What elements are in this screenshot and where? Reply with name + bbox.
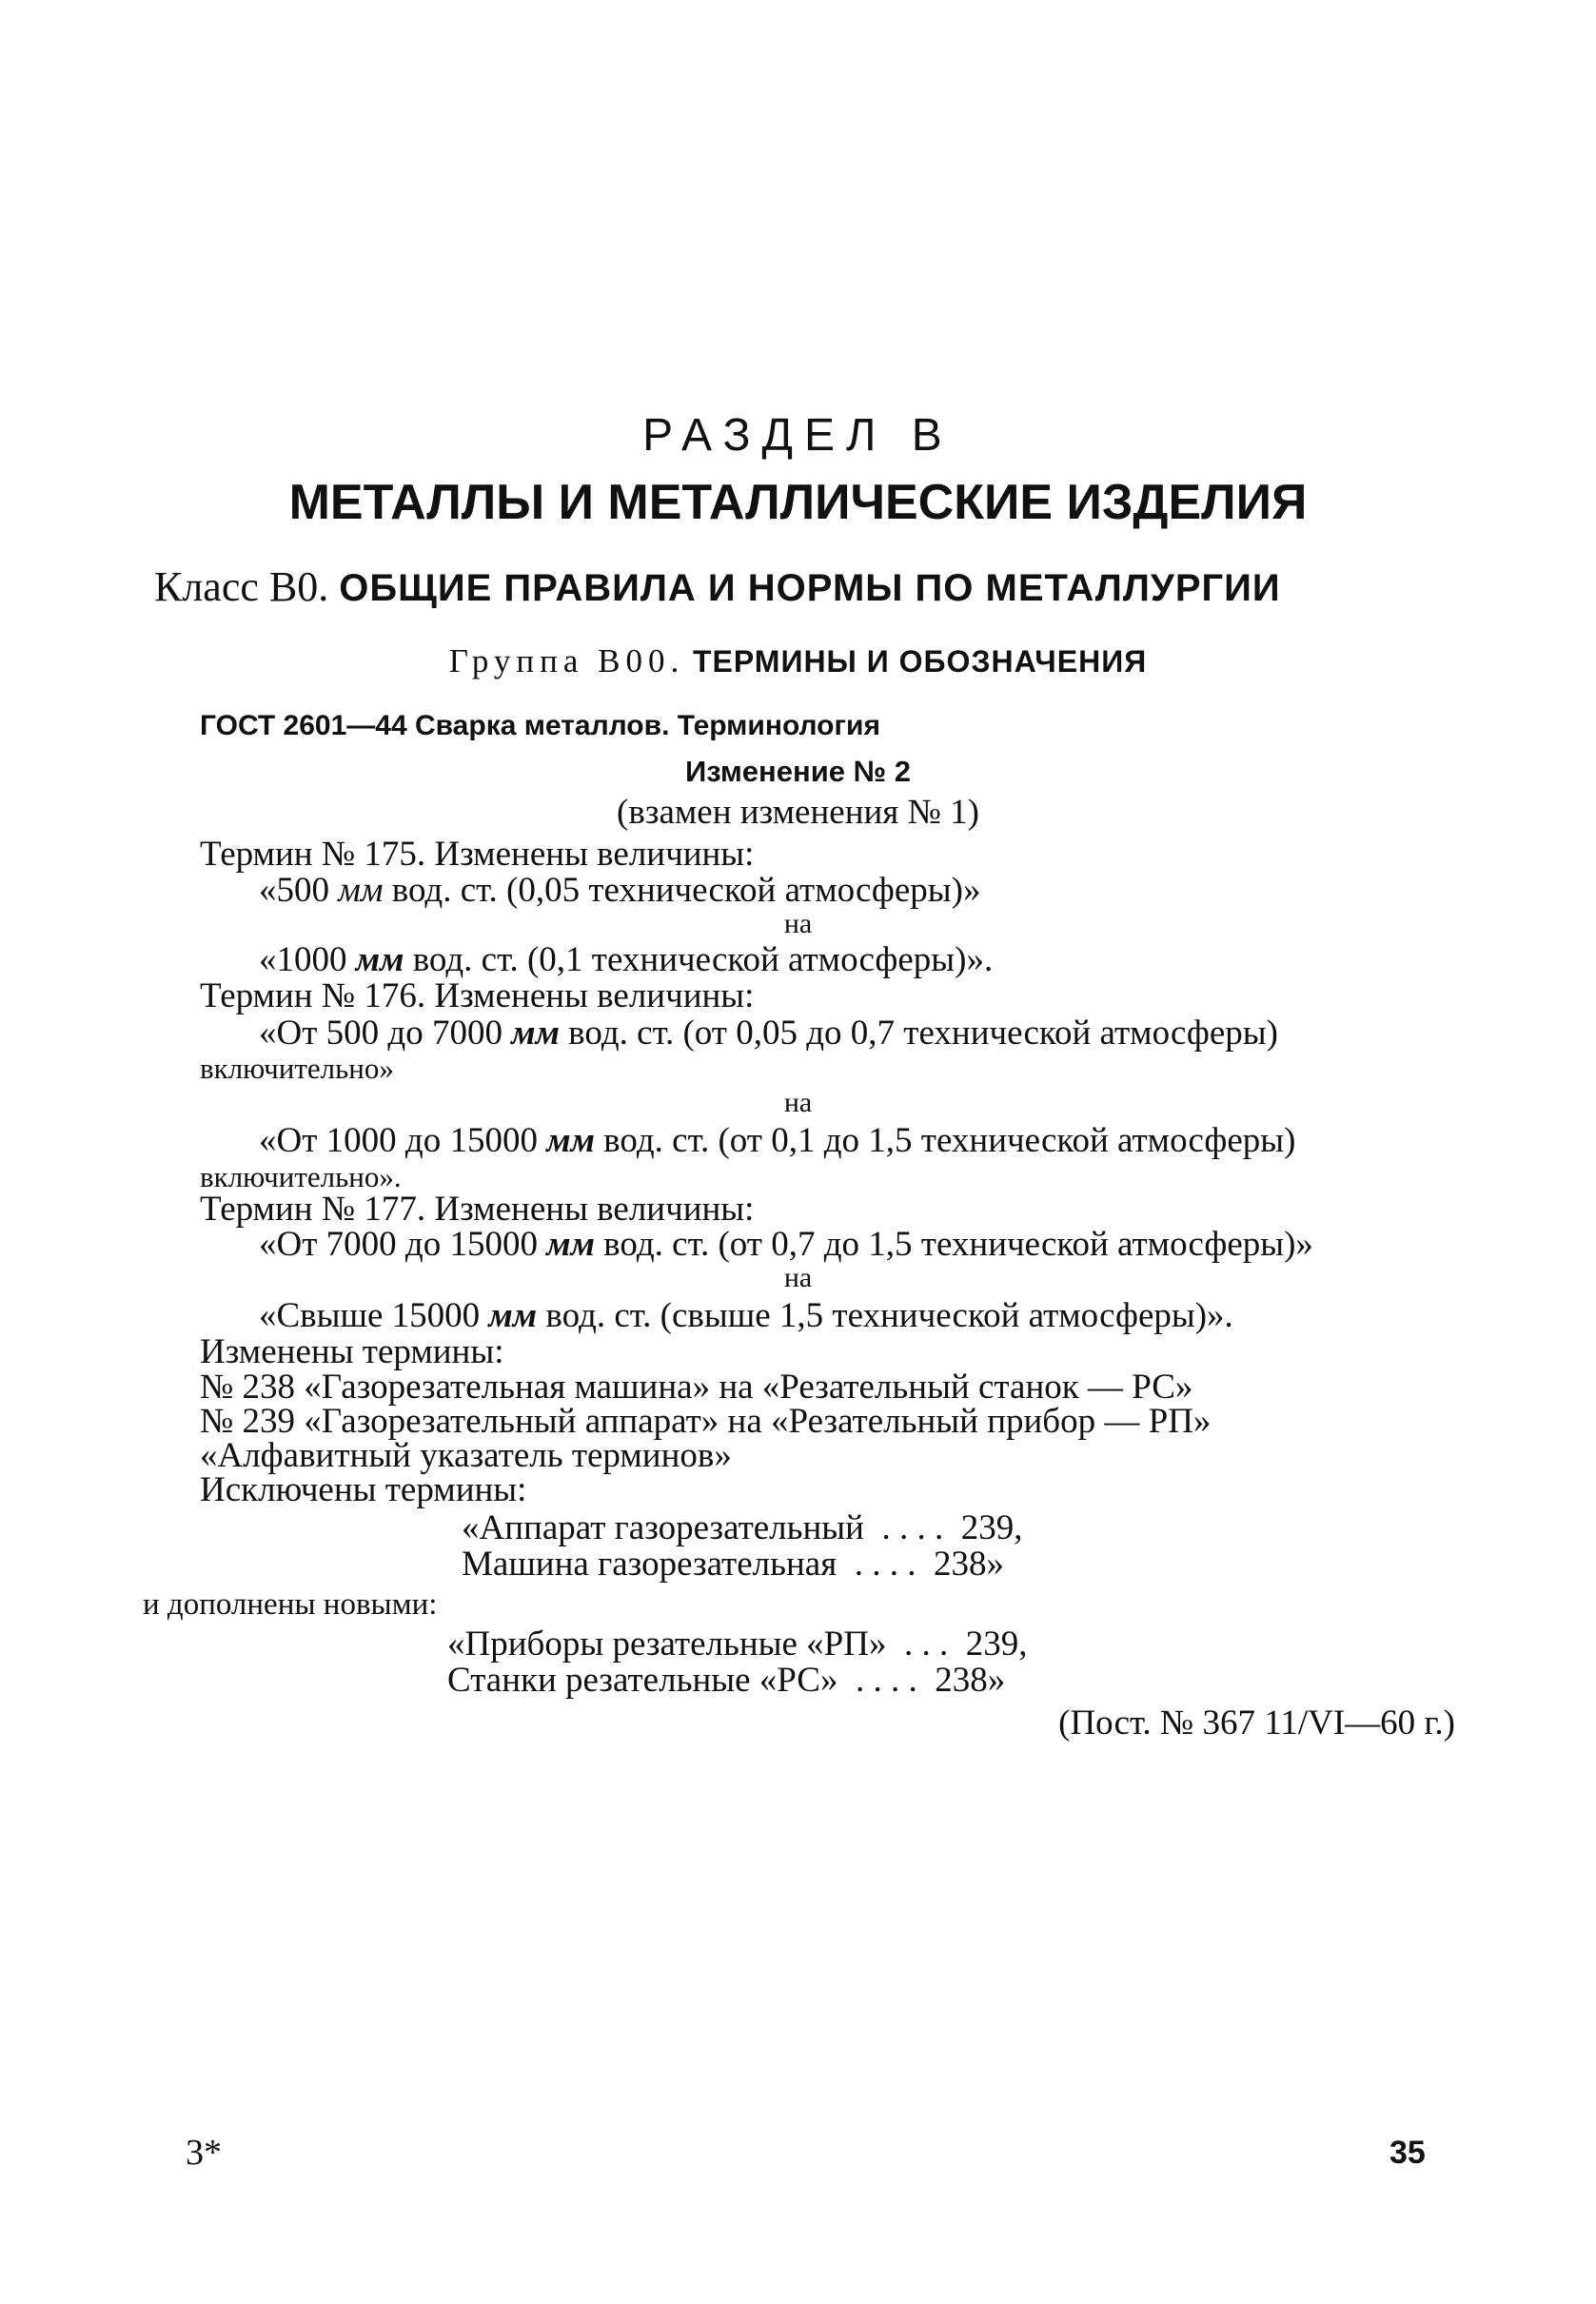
excluded-heading: Исключены термины: bbox=[200, 1470, 527, 1509]
term-177-separator: на bbox=[783, 1262, 813, 1293]
section-title: МЕТАЛЛЫ И МЕТАЛЛИЧЕСКИЕ ИЗДЕЛИЯ bbox=[288, 475, 1308, 530]
decree-reference: (Пост. № 367 11/VI—60 г.) bbox=[1058, 1703, 1455, 1743]
alphabetic-index-label: «Алфавитный указатель терминов» bbox=[200, 1436, 732, 1475]
term-175-old-value: «500 мм вод. ст. (0,05 технической атмосферы)» bbox=[259, 871, 981, 910]
change-number: Изменение № 2 bbox=[684, 755, 912, 788]
added-entry: «Приборы резательные «РП» . . . 239, bbox=[447, 1625, 1028, 1664]
term-177-new-value: «Свыше 15000 мм вод. ст. (свыше 1,5 технической атмосферы)». bbox=[259, 1296, 1233, 1335]
class-prefix: Класс В0. bbox=[154, 563, 329, 610]
term-176-new-value: «От 1000 до 15000 мм вод. ст. (от 0,1 до 1,5 технической атмосферы) bbox=[259, 1121, 1296, 1160]
page-number: 35 bbox=[1389, 2135, 1426, 2171]
class-title: ОБЩИЕ ПРАВИЛА И НОРМЫ ПО МЕТАЛЛУРГИИ bbox=[339, 567, 1281, 609]
signature-mark: 3* bbox=[186, 2133, 222, 2173]
term-176-separator: на bbox=[783, 1087, 813, 1118]
term-175-new-value: «1000 мм вод. ст. (0,1 технической атмосферы)». bbox=[259, 940, 994, 979]
renamed-line-238: № 238 «Газорезательная машина» на «Резательный станок — РС» bbox=[200, 1368, 1193, 1407]
term-176-old-value: «От 500 до 7000 мм вод. ст. (от 0,05 до 0,7 технической атмосферы) bbox=[259, 1014, 1278, 1053]
section-label: РАЗДЕЛ В bbox=[642, 410, 954, 461]
term-177-old-value: «От 7000 до 15000 мм вод. ст. (от 0,7 до 1,5 технической атмосферы)» bbox=[259, 1225, 1313, 1264]
group-title: ТЕРМИНЫ И ОБОЗНАЧЕНИЯ bbox=[692, 644, 1148, 679]
term-176-old-continuation: включительно» bbox=[200, 1052, 394, 1085]
term-176-new-continuation: включительно». bbox=[200, 1160, 402, 1193]
group-prefix: Группа В00. bbox=[448, 642, 685, 679]
term-175-separator: на bbox=[783, 908, 813, 939]
standard-title: ГОСТ 2601—44 Сварка металлов. Терминология bbox=[200, 710, 880, 741]
renamed-heading: Изменены термины: bbox=[200, 1332, 504, 1371]
group-heading bbox=[0, 640, 1596, 682]
class-heading bbox=[154, 561, 1281, 614]
added-entry: Станки резательные «РС» . . . . 238» bbox=[447, 1661, 1006, 1700]
added-heading: и дополнены новыми: bbox=[143, 1587, 438, 1622]
term-176-heading: Термин № 176. Изменены величины: bbox=[200, 976, 755, 1015]
term-177-heading: Термин № 177. Изменены величины: bbox=[200, 1190, 755, 1229]
term-175-heading: Термин № 175. Изменены величины: bbox=[200, 835, 755, 874]
change-note: (взамен изменения № 1) bbox=[617, 793, 979, 832]
renamed-line-239: № 239 «Газорезательный аппарат» на «Резательный прибор — РП» bbox=[200, 1402, 1212, 1441]
excluded-entry: Машина газорезательная . . . . 238» bbox=[462, 1545, 1004, 1584]
excluded-entry: «Аппарат газорезательный . . . . 239, bbox=[462, 1508, 1023, 1547]
